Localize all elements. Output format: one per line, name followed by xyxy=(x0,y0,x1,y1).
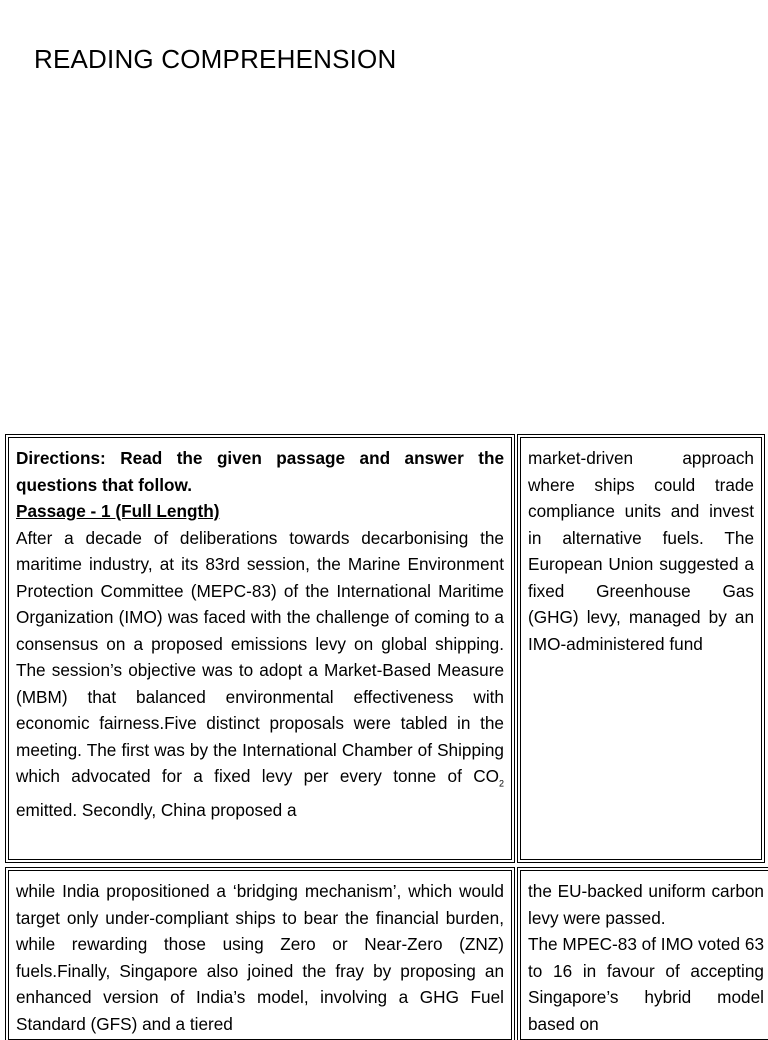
passage-paragraph xyxy=(16,525,504,824)
passage-box-2 xyxy=(520,437,762,860)
co2-subscript: 2 xyxy=(498,778,504,789)
passage-text-part-2: emitted. Secondly, China proposed a xyxy=(16,799,297,820)
passage-box-1 xyxy=(8,437,512,860)
passage-continuation-text-2: The MPEC-83 of IMO voted 63 to 16 in favour of accepting Singapore’s hybrid model based on xyxy=(528,934,764,1034)
passage-box-3 xyxy=(8,870,512,1040)
passage-continuation-text: while India propositioned a ‘bridging mechanism’, which would target only under-compliant ships to bear the financial burden, while rewarding those using Zero or Near-Zero (ZNZ) fuels.Finally, Singapore also joined the fray by proposing an enhanced version of India’s model, involving a GHG Fuel Standard (GFS) and a tiered xyxy=(16,881,504,1034)
passage-continuation-text-1: the EU-backed uniform carbon levy were passed. xyxy=(528,881,764,928)
page-heading: READING COMPREHENSION xyxy=(34,44,397,74)
passage-title-line xyxy=(16,498,504,525)
directions-text: Directions: Read the given passage and answer the questions that follow. xyxy=(16,448,504,495)
passage-box-4 xyxy=(520,870,768,1040)
passage-title: Passage - 1 (Full Length) xyxy=(16,501,220,521)
passage-continuation-text: market-driven approach where ships could trade compliance units and invest in alternative fuels. The European Union suggested a fixed Greenhouse Gas (GHG) levy, managed by an IMO-administered fund xyxy=(528,448,754,654)
passage-text-part-1: After a decade of deliberations towards decarbonising the maritime industry, at its 83rd session, the Marine Environment Protection Committee (MEPC-83) of the International Maritime Organization (IMO) was faced with the challenge of coming to a consensus on a proposed emissions levy on global shipping. The session’s objective was to adopt a Market-Based Measure (MBM) that balanced environmental effectiveness with economic fairness.Five distinct proposals were tabled in the meeting. The first was by the International Chamber of Shipping which advocated for a fixed levy per every tonne of CO xyxy=(16,527,504,786)
